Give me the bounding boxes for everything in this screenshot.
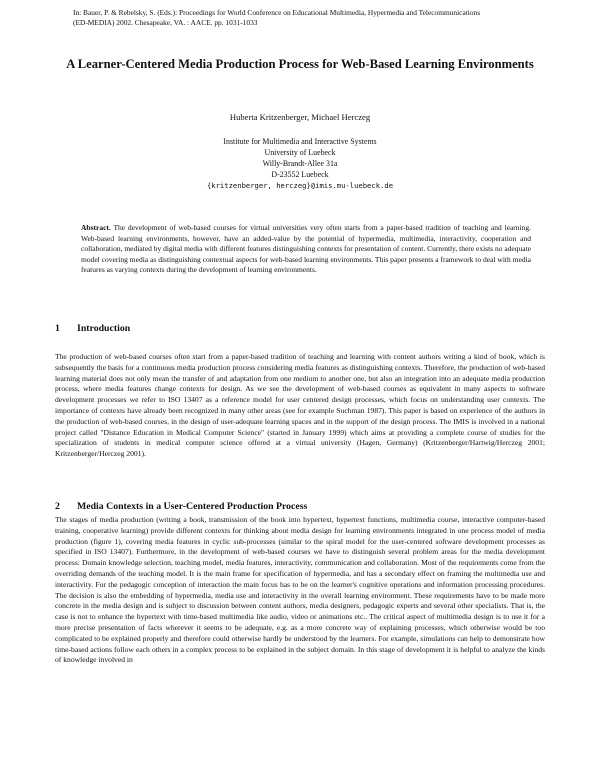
section-2-body: The stages of media production (writing a book, transmission of the book into hypertext, hypertext functions, multimedia course, interactive computer-based training, cooperative learning) provide different contexts for thinking about media design for learning environments integrated in one process model of media production (figure 1), covering media features in cyclic sub-processes (similar to the spiral model for the user-centered software development processes as specified in ISO 13407). Furthermore, in the development of web-based courses we have to distinguish several problem areas for the media development process: Domain knowledge selection, teaching model, media features, interactivity, communication and collaboration. Most of the requirements come from the overriding demands of the teaching model. It is the main frame for specification of hypermedia, and has a secondary effect on framing the multimedia use and interactivity. For the pedagogic conception of interaction the main focus has to be on the learner's cognitive operations and information processing procedures. The decision is also the embedding of hypermedia, media use and interactivity in the overall learning environment. These requirements have to be made more concrete in the media design and is subject to discussion between content authors, media designers, pedagogic experts and several other specialists. That is, the case is not to enhance the hypertext with time-based multimedia like audio, video or animations etc.. The critical aspect of multimedia design is to use it for a more precise presentation of facts wherever it seems to be adequate, e.g. as a more concrete way of explaining processes, which otherwise would be too complicated to be explained properly and therefore could otherwise hardly be understood by the learners. For example, simulations can help to demonstrate how time-based actions follow each others in a complex process to be explained in the subject domain. In this stage of development it is helpful to analyze the kinds of knowledge involved in — [55, 515, 545, 665]
section-2-number: 2 — [55, 501, 60, 512]
affiliation-university: University of Luebeck — [264, 148, 336, 157]
section-2-title: Media Contexts in a User-Centered Production Process — [77, 501, 308, 512]
affiliation-street: Willy-Brandt-Allee 31a — [262, 159, 338, 168]
abstract-label: Abstract. — [81, 223, 111, 232]
section-1-heading — [55, 323, 130, 334]
section-2-heading — [55, 501, 307, 512]
citation-line-2: (ED-MEDIA) 2002. Chesapeake, VA. : AACE. pp. 1031-1033 — [73, 18, 258, 27]
paper-title: A Learner-Centered Media Production Process for Web-Based Learning Environments — [66, 57, 534, 71]
affiliation-city: D-23552 Luebeck — [271, 170, 329, 179]
affiliation-institute: Institute for Multimedia and Interactive Systems — [223, 137, 377, 146]
section-1-body: The production of web-based courses often start from a paper-based tradition of teaching and learning with content authors writing a kind of book, which is subsequently the basis for a continuous media production process considering media features as distinguishing contexts. Therefore, the production of web-based learning material does not only mean the transfer of and adaptation from one medium to another one, but also an integration into an adequate media production process, where media features change contexts for design. As we see the development of web-based courses as equivalent in many aspects to software development processes we refer to ISO 13407 as a reference model for user centered design processes, which focus on understanding user contexts. The importance of contexts have already been recognized in many other areas (see for example Suchman 1987). This paper is based on experience of the authors in the production of web-based courses, in the design of user-adequate learning spaces and in the support of the design process. The IMIS is involved in a national project called "Distance Education in Medical Computer Science" (started in January 1999) which aims at providing a complete course of studies for the specialization of students in medical computer science offered at a virtual university (Hagen, Germany) (Kritzenberger/Hartwig/Herczeg 2001; Kritzenberger/Herczeg 2001). — [55, 352, 545, 459]
affiliation-email: {kritzenberger, herczeg}@imis.mu-luebeck.de — [206, 181, 394, 190]
abstract-text: The development of web-based courses for virtual universities very often starts from a paper-based tradition of teaching and learning. Web-based learning environments, however, have an added-value by the potential of hypermedia, multimedia, interactivity, cooperation and collaboration, mediated by digital media with different features distinguishing contexts for presentation of content. Currently, there exists no adequate model covering media as distinguishing contextual aspects for web-based learning environments. This paper presents a framework to deal with media features as varying contexts during the development of learning environments. — [81, 223, 531, 275]
authors: Huberta Kritzenberger, Michael Herczeg — [229, 112, 371, 122]
affiliation — [0, 136, 600, 191]
section-1-title: Introduction — [77, 323, 131, 334]
citation-header — [73, 8, 553, 28]
abstract — [81, 223, 531, 276]
citation-line-1: In: Bauer, P. & Rebelsky, S. (Eds.): Proceedings for World Conference on Educational Multimedia, Hypermedia and Telecommunications — [73, 8, 481, 17]
section-1-number: 1 — [55, 323, 60, 334]
